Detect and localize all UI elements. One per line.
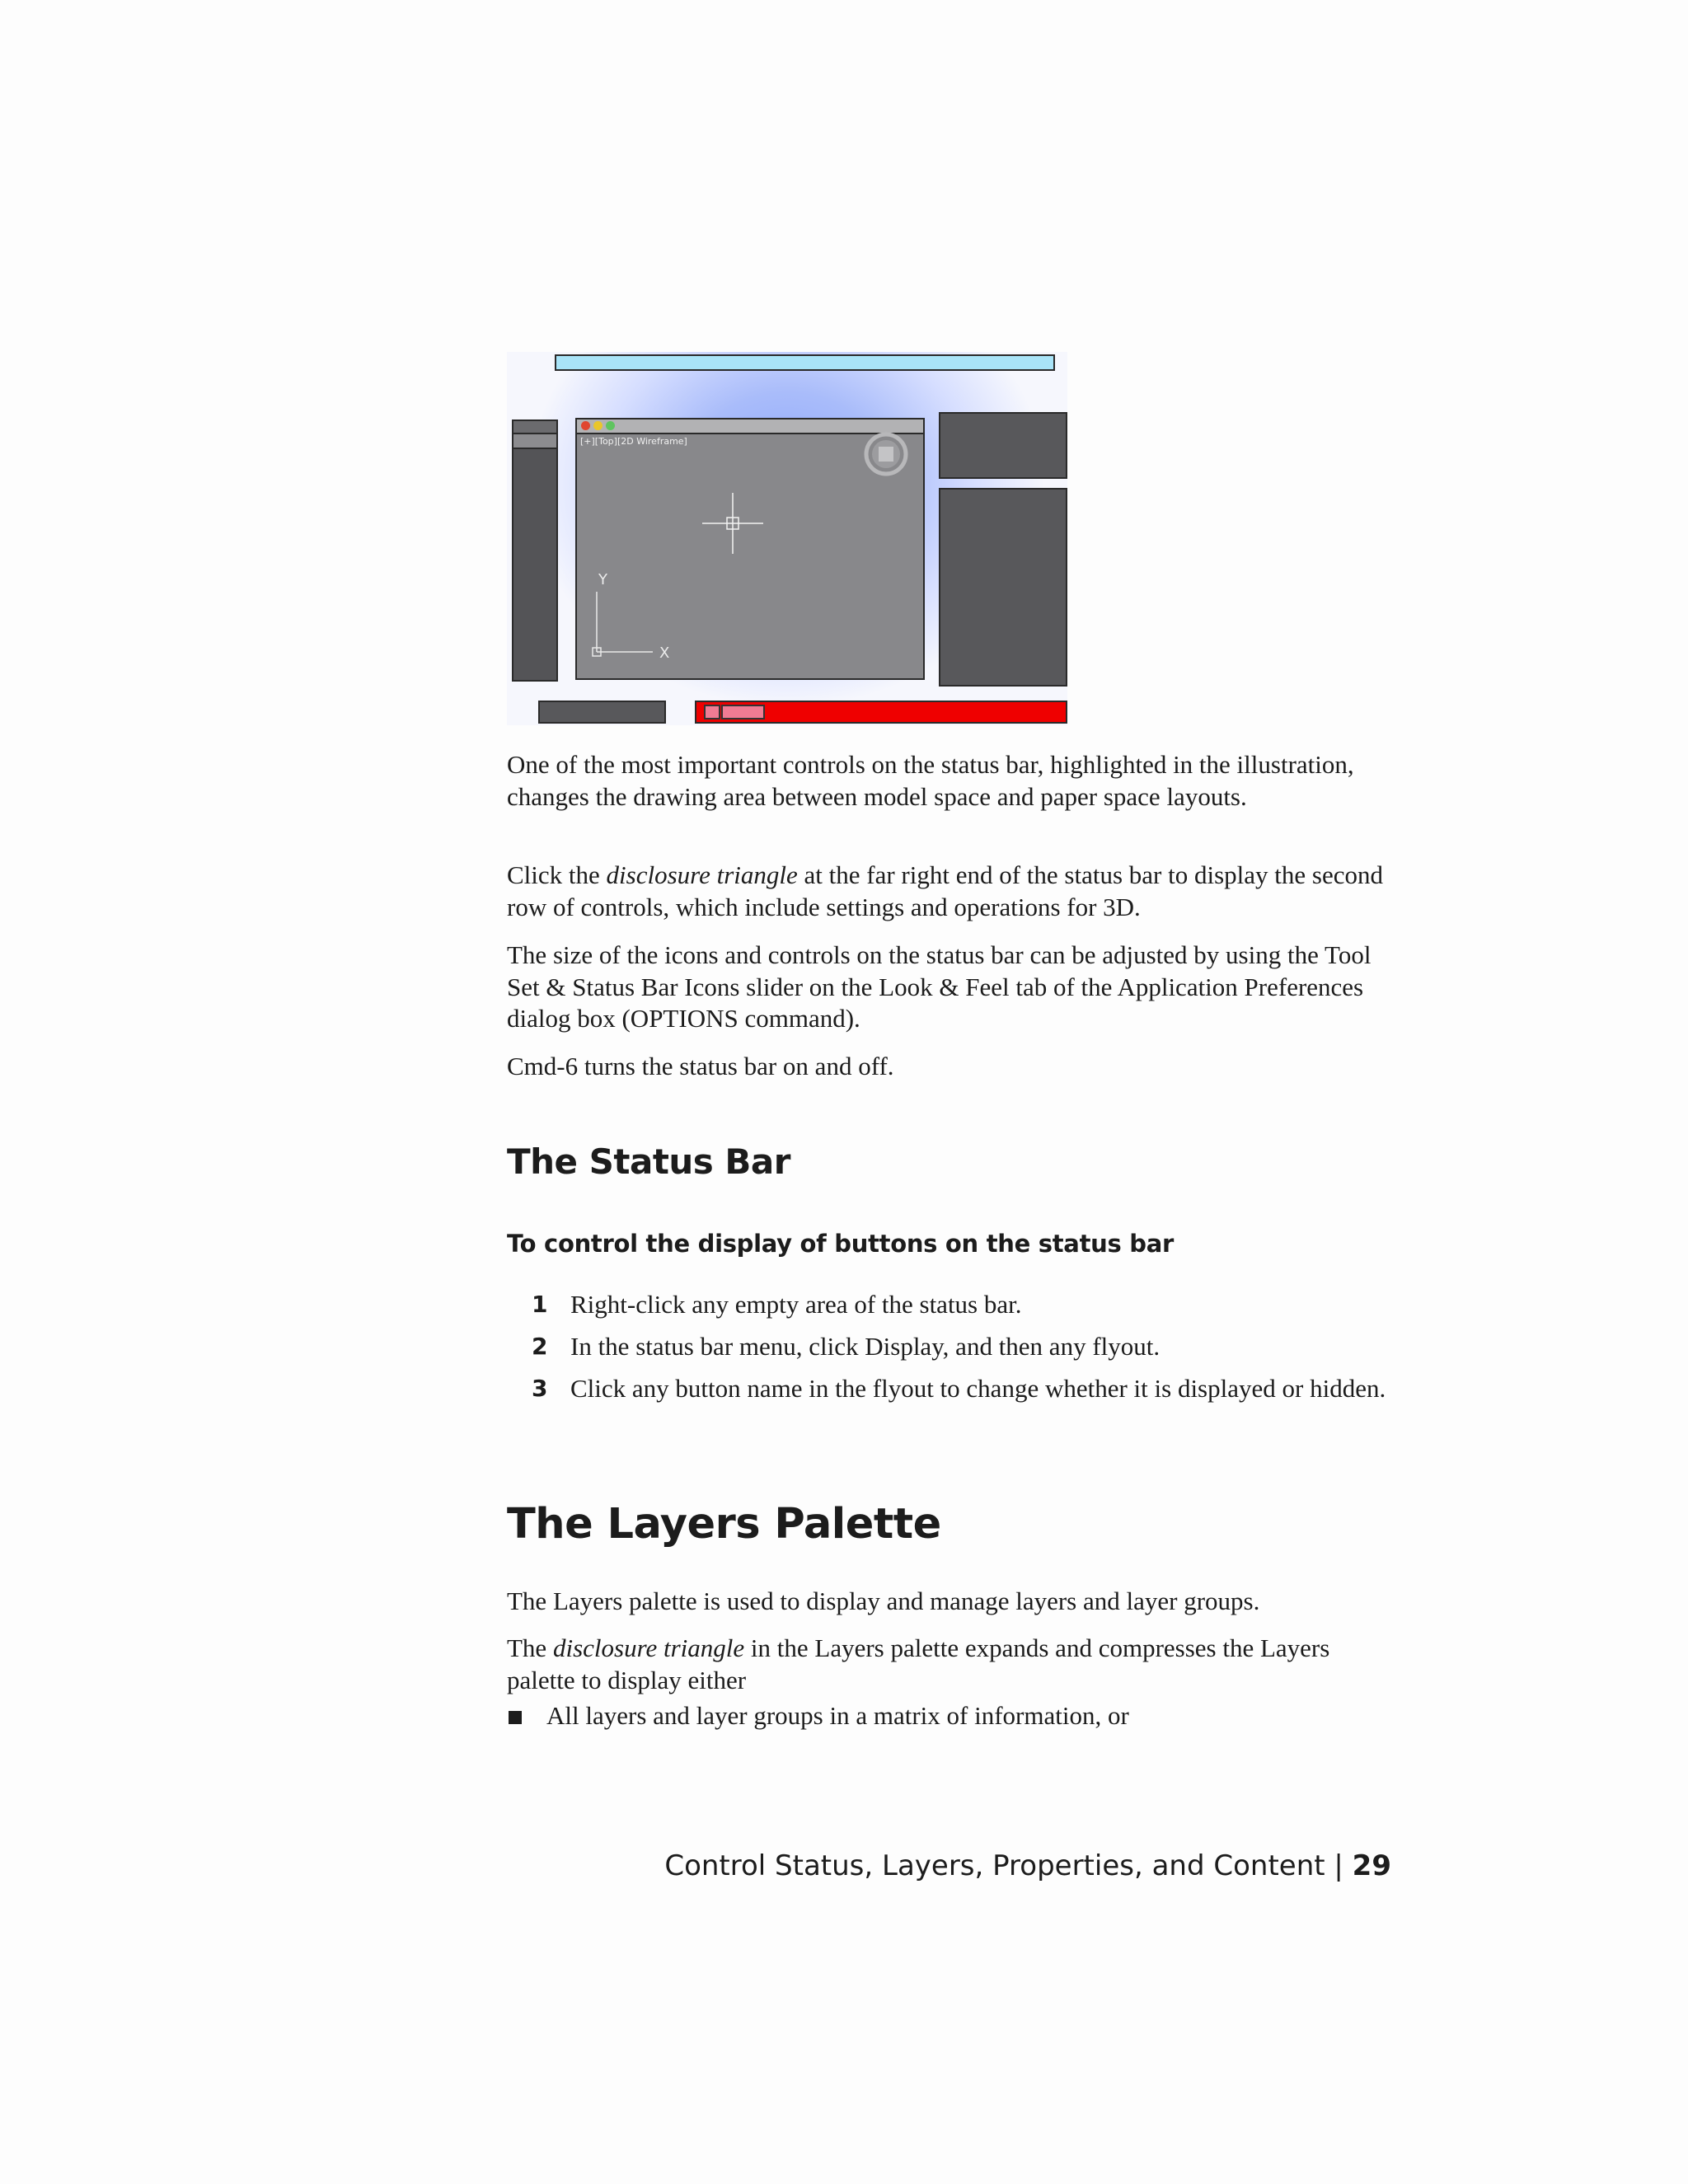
step-number: 3	[532, 1375, 548, 1402]
step-number: 1	[532, 1291, 548, 1318]
ucs-icon	[593, 592, 653, 656]
step-text: In the status bar menu, click Display, and then any flyout.	[570, 1332, 1160, 1361]
intro-paragraph-3: The size of the icons and controls on the status bar can be adjusted by using the Tool Set & Status Bar Icons slider on the Look & Feel tab of the Application Preferences dialog box (OPTIONS command).	[507, 940, 1372, 1033]
command-line-block	[538, 701, 666, 724]
procedure-title: To control the display of buttons on the status bar	[507, 1230, 1174, 1258]
axis-x-label: X	[659, 644, 670, 662]
intro-paragraph-4: Cmd-6 turns the status bar on and off.	[507, 1052, 894, 1080]
viewport-graphics	[577, 419, 923, 678]
axis-y-label: Y	[598, 571, 607, 588]
right-palette-bottom	[939, 488, 1067, 687]
step-text: Click any button name in the flyout to change whether it is displayed or hidden.	[570, 1374, 1386, 1403]
step-number: 2	[532, 1333, 548, 1360]
step-text: Right-click any empty area of the status bar.	[570, 1290, 1022, 1319]
status-bar-heading: The Status Bar	[507, 1141, 790, 1182]
layers-paragraph-1: The Layers palette is used to display and manage layers and layer groups.	[507, 1586, 1260, 1615]
intro-paragraph-2: Click the disclosure triangle at the far right end of the status bar to display the second row of controls, which include settings and operations for 3D.	[507, 860, 1383, 921]
bullet-square-icon	[509, 1711, 522, 1724]
viewcube-icon	[866, 434, 906, 474]
intro-paragraph-1: One of the most important controls on the status bar, highlighted in the illustration, changes the drawing area between model space and paper space layouts.	[507, 750, 1354, 811]
layers-paragraph-2: The disclosure triangle in the Layers palette expands and compresses the Layers palette to display either	[507, 1633, 1330, 1694]
tool-set-palette-block	[512, 419, 558, 682]
status-bar-illustration	[507, 352, 1067, 725]
footer-chapter-title: Control Status, Layers, Properties, and Content	[664, 1849, 1325, 1882]
drawing-window	[575, 418, 925, 680]
status-bar-highlight	[695, 701, 1067, 724]
footer-separator: |	[1334, 1849, 1343, 1882]
page-number: 29	[1352, 1849, 1391, 1882]
status-bar-layout-button	[721, 705, 765, 719]
menu-bar-block	[555, 354, 1055, 371]
right-palette-top	[939, 412, 1067, 479]
page-footer	[664, 1849, 1391, 1882]
viewport-label: [+][Top][2D Wireframe]	[580, 436, 687, 447]
bullet-text: All layers and layer groups in a matrix of information, or	[546, 1701, 1129, 1730]
layers-palette-heading: The Layers Palette	[507, 1500, 941, 1549]
crosshair-cursor-icon	[702, 493, 763, 554]
status-bar-model-button	[704, 705, 720, 719]
